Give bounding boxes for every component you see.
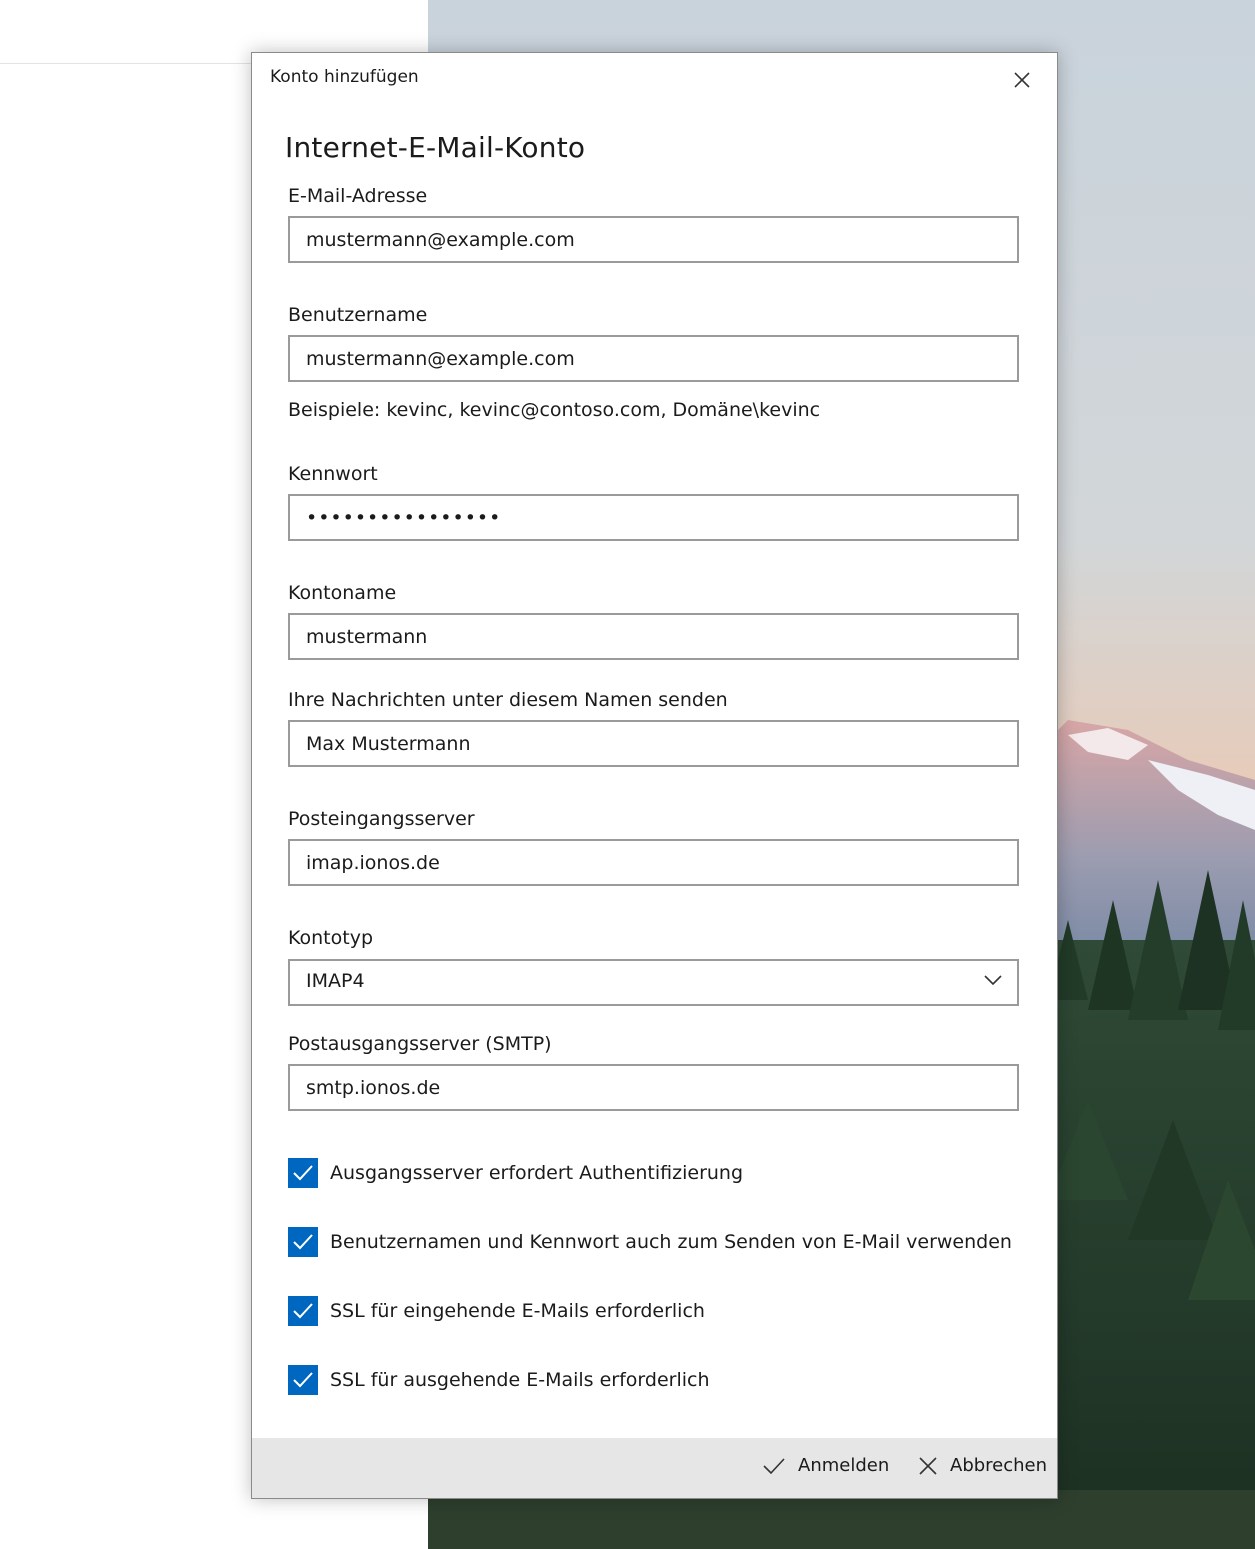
username-hint: Beispiele: kevinc, kevinc@contoso.com, Domäne\kevinc xyxy=(288,399,821,421)
close-button[interactable] xyxy=(1007,65,1037,95)
checkmark-icon xyxy=(762,1456,786,1476)
x-icon xyxy=(918,1456,938,1476)
chevron-down-icon xyxy=(983,973,1003,987)
sender-name-field-box xyxy=(288,720,1019,767)
checkmark-icon xyxy=(292,1164,314,1182)
page-title: Internet-E-Mail-Konto xyxy=(285,131,586,164)
password-field-box xyxy=(288,494,1019,541)
checkbox-label: SSL für eingehende E-Mails erforderlich xyxy=(330,1300,705,1322)
checkbox-use-credentials-for-send[interactable] xyxy=(288,1226,1012,1258)
checkmark-icon xyxy=(292,1371,314,1389)
checkbox-ssl-incoming[interactable] xyxy=(288,1295,705,1327)
email-field-box xyxy=(288,216,1019,263)
close-icon xyxy=(1013,71,1031,89)
incoming-server-field[interactable] xyxy=(290,841,1006,884)
email-field[interactable] xyxy=(290,218,1006,261)
checkbox-checked[interactable] xyxy=(288,1365,318,1395)
add-account-dialog xyxy=(251,52,1058,1499)
sender-name-label: Ihre Nachrichten unter diesem Namen senden xyxy=(288,689,728,711)
checkbox-ssl-outgoing[interactable] xyxy=(288,1364,710,1396)
checkmark-icon xyxy=(292,1302,314,1320)
username-field-box xyxy=(288,335,1019,382)
outgoing-server-field-box xyxy=(288,1064,1019,1111)
checkbox-label: SSL für ausgehende E-Mails erforderlich xyxy=(330,1369,710,1391)
checkbox-checked[interactable] xyxy=(288,1296,318,1326)
outgoing-server-label: Postausgangsserver (SMTP) xyxy=(288,1033,552,1055)
checkbox-label: Ausgangsserver erfordert Authentifizierung xyxy=(330,1162,744,1184)
account-name-field[interactable] xyxy=(290,615,1006,658)
checkbox-outgoing-auth[interactable] xyxy=(288,1157,743,1189)
account-type-label: Kontotyp xyxy=(288,927,374,949)
password-label: Kennwort xyxy=(288,463,378,485)
checkbox-label: Benutzernamen und Kennwort auch zum Senden von E-Mail verwenden xyxy=(330,1231,1012,1253)
account-type-select[interactable] xyxy=(288,959,1019,1006)
account-name-field-box xyxy=(288,613,1019,660)
signin-button[interactable] xyxy=(762,1455,889,1476)
checkbox-checked[interactable] xyxy=(288,1227,318,1257)
dialog-title: Konto hinzufügen xyxy=(270,67,419,87)
account-name-label: Kontoname xyxy=(288,582,397,604)
account-type-value: IMAP4 xyxy=(306,970,365,992)
checkbox-checked[interactable] xyxy=(288,1158,318,1188)
outgoing-server-field[interactable] xyxy=(290,1066,1006,1109)
email-label: E-Mail-Adresse xyxy=(288,185,428,207)
checkmark-icon xyxy=(292,1233,314,1251)
dialog-footer xyxy=(252,1438,1057,1498)
cancel-label: Abbrechen xyxy=(950,1455,1048,1476)
signin-label: Anmelden xyxy=(798,1455,890,1476)
username-label: Benutzername xyxy=(288,304,428,326)
cancel-button[interactable] xyxy=(918,1455,1047,1476)
incoming-server-field-box xyxy=(288,839,1019,886)
incoming-server-label: Posteingangsserver xyxy=(288,808,475,830)
username-field[interactable] xyxy=(290,337,1006,380)
sender-name-field[interactable] xyxy=(290,722,1006,765)
password-field[interactable] xyxy=(290,496,1006,539)
